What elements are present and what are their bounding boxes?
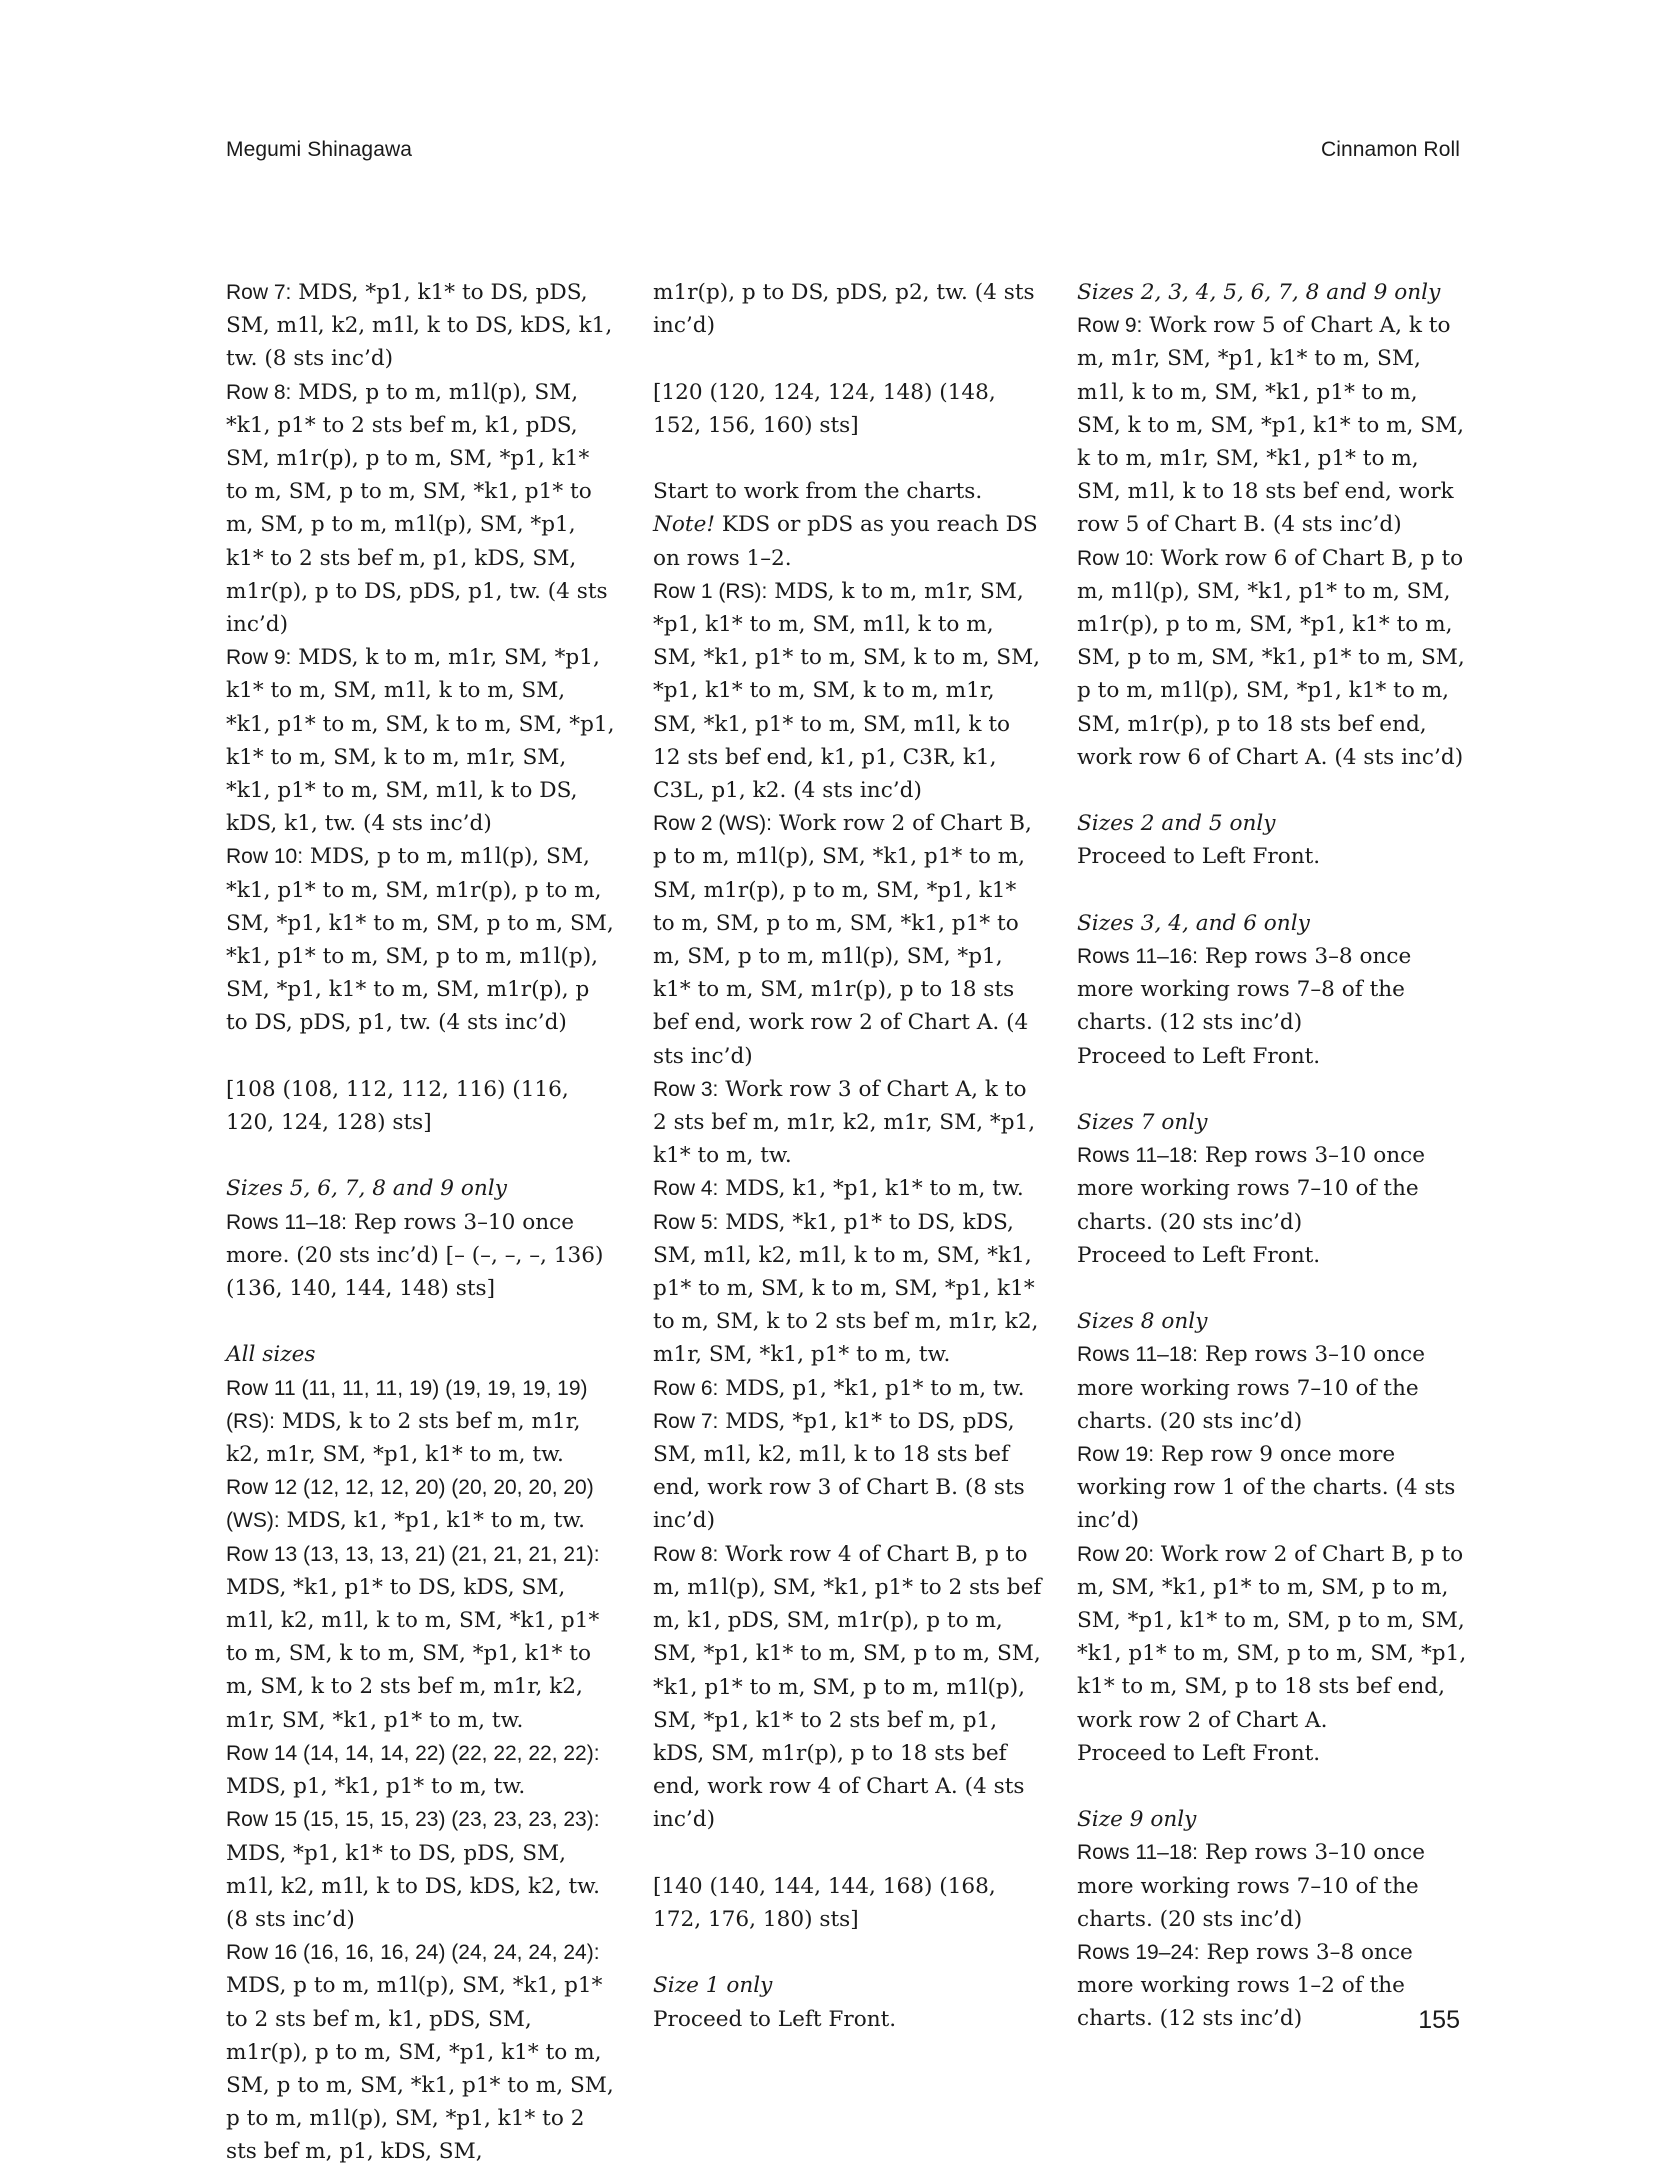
row-label: Row 10: — [226, 845, 304, 869]
row-label: Row 5: — [653, 1210, 719, 1234]
row-7-instruction — [226, 276, 616, 376]
row-10-instruction — [226, 840, 616, 1039]
row-label: Row 7: — [653, 1409, 719, 1433]
row-text: MDS, k to m, m1r, SM, *p1, k1* to m, SM, m1l, k to m, SM, *k1, p1* to m, SM, k to m, SM, *p1, k1* to m, SM, k to m, m1r, SM, *k1, p1* to m, SM, m1l, k to DS, kDS, k1, tw. (4 sts inc’d) — [226, 645, 615, 837]
running-header-author: Megumi Shinagawa — [226, 138, 413, 161]
row-label: Row 13 (13, 13, 13, 21) (21, 21, 21, 21): — [226, 1542, 600, 1566]
row-text: Rep rows 3–10 once more working rows 7–10 of the charts. (20 sts inc’d) — [1077, 1342, 1426, 1434]
row-text: Work row 4 of Chart B, p to m, m1l(p), SM, *k1, p1* to 2 sts bef m, k1, pDS, SM, m1r(p), p to m, SM, *p1, k1* to m, SM, p to m, SM, *k1, p1* to m, SM, p to m, m1l(p), SM, *p1, k1* to 2 sts bef m, p1, kDS, SM, m1r(p), p to 18 sts bef end, work row 4 of Chart A. (4 sts inc’d) — [653, 1541, 1042, 1833]
stitch-count: [120 (120, 124, 124, 148) (148, 152, 156, 160) sts] — [653, 379, 996, 438]
row-text: MDS, k to 2 sts bef m, m1r, k2, m1r, SM, *p1, k1* to m, tw. — [226, 1408, 581, 1468]
row-4-instruction — [653, 1172, 1043, 1205]
row-15-instruction — [226, 1803, 616, 1936]
rows-11-18-instruction — [1077, 1139, 1467, 1239]
rows-19-24-instruction — [1077, 1936, 1467, 2036]
proceed-note: Proceed to Left Front. — [1077, 844, 1321, 870]
row-10-instruction — [1077, 542, 1467, 774]
text-column-1 — [226, 276, 616, 2169]
row-label: Row 6: — [653, 1376, 719, 1400]
row-label: Rows 11–18: — [226, 1210, 348, 1234]
stitch-count: [140 (140, 144, 144, 168) (168, 172, 176, 180) sts] — [653, 1873, 996, 1932]
size-heading: Sizes 7 only — [1077, 1110, 1208, 1136]
row-text: Rep rows 3–10 once more working rows 7–10 of the charts. (20 sts inc’d) — [1077, 1143, 1426, 1235]
row-text: MDS, *k1, p1* to DS, kDS, SM, m1l, k2, m1l, k to m, SM, *k1, p1* to m, SM, k to m, SM, *p1, k1* to m, SM, k to 2 sts bef m, m1r, k2, m1r, SM, *k1, p1* to m, tw. — [653, 1209, 1039, 1368]
row-label: Rows 11–16: — [1077, 945, 1199, 969]
row-text: MDS, p1, *k1, p1* to m, tw. — [226, 1774, 526, 1800]
size-heading: Sizes 5, 6, 7, 8 and 9 only — [226, 1176, 507, 1202]
row-20-instruction — [1077, 1538, 1467, 1737]
proceed-note: Proceed to Left Front. — [1077, 1242, 1321, 1268]
row-text: Rep rows 3–8 once more working rows 1–2 of the charts. (12 sts inc’d) — [1077, 1940, 1413, 2032]
row-label: Row 8: — [226, 380, 292, 404]
charts-intro: Start to work from the charts. — [653, 479, 983, 505]
row-9-instruction — [1077, 309, 1467, 541]
text-column-2 — [653, 276, 1043, 2036]
row-label: Row 10: — [1077, 546, 1155, 570]
size-heading: Size 1 only — [653, 1973, 773, 1999]
row-text: MDS, *p1, k1* to DS, pDS, SM, m1l, k2, m1l, k to DS, kDS, k2, tw. (8 sts inc’d) — [226, 1840, 600, 1932]
stitch-count: [108 (108, 112, 112, 116) (116, 120, 124, 128) sts] — [226, 1076, 569, 1136]
row-label: Row 11 (11, 11, 11, 19) (19, 19, 19, 19) (RS): — [226, 1376, 588, 1433]
proceed-note: Proceed to Left Front. — [1077, 1740, 1321, 1766]
row-text: Rep rows 3–10 once more working rows 7–10 of the charts. (20 sts inc’d) — [1077, 1840, 1426, 1932]
row-text: Rep row 9 once more working row 1 of the charts. (4 sts inc’d) — [1077, 1442, 1456, 1534]
row-16-instruction — [226, 1936, 616, 2168]
rows-11-18-instruction — [1077, 1338, 1467, 1438]
row-text: Rep rows 3–8 once more working rows 7–8 of the charts. (12 sts inc’d) — [1077, 944, 1412, 1036]
row-text: Work row 3 of Chart A, k to 2 sts bef m, m1r, k2, m1r, SM, *p1, k1* to m, tw. — [653, 1076, 1036, 1169]
text-column-3 — [1077, 276, 1467, 2036]
row-label: Row 15 (15, 15, 15, 23) (23, 23, 23, 23): — [226, 1808, 600, 1832]
note-text: KDS or pDS as you reach DS on rows 1–2. — [653, 512, 1038, 571]
row-text: Work row 6 of Chart B, p to m, m1l(p), SM, *k1, p1* to m, SM, m1r(p), p to m, SM, *p1, k1* to m, SM, p to m, SM, *k1, p1* to m, SM, p to m, m1l(p), SM, *p1, k1* to m, SM, m1r(p), p to 18 sts bef end, work row 6 of Chart A. (4 sts inc’d) — [1077, 545, 1465, 770]
row-text: MDS, p to m, m1l(p), SM, *k1, p1* to m, SM, m1r(p), p to m, SM, *p1, k1* to m, SM, p to m, SM, *k1, p1* to m, SM, p to m, m1l(p), SM, *p1, k1* to m, SM, m1r(p), p to DS, pDS, p1, tw. (4 sts inc’d) — [226, 844, 614, 1036]
row-label: Row 14 (14, 14, 14, 22) (22, 22, 22, 22): — [226, 1741, 600, 1765]
row-9-instruction — [226, 641, 616, 840]
row-label: Row 7: — [226, 281, 292, 304]
row-6-instruction — [653, 1372, 1043, 1405]
row-label: Row 9: — [1077, 314, 1143, 338]
row-text: MDS, k1, *p1, k1* to m, tw. — [718, 1176, 1024, 1202]
row-text: Work row 2 of Chart B, p to m, SM, *k1, p1* to m, SM, p to m, SM, *p1, k1* to m, SM, p to m, SM, *k1, p1* to m, SM, p to m, SM, *p1, k1* to m, SM, p to 18 sts bef end, work row 2 of Chart A. — [1077, 1541, 1467, 1733]
row-19-instruction — [1077, 1438, 1467, 1538]
row-label: Rows 11–18: — [1077, 1144, 1199, 1168]
size-heading: Size 9 only — [1077, 1807, 1197, 1833]
row-8-instruction — [226, 376, 616, 642]
size-heading: Sizes 3, 4, and 6 only — [1077, 910, 1310, 936]
row-label: Row 16 (16, 16, 16, 24) (24, 24, 24, 24): — [226, 1941, 600, 1965]
proceed-note: Proceed to Left Front. — [1077, 1043, 1321, 1069]
row-text: MDS, p to m, m1l(p), SM, *k1, p1* to 2 sts bef m, k1, pDS, SM, m1r(p), p to m, SM, *p1, k1* to m, SM, p to m, SM, *k1, p1* to m, SM, p to m, m1l(p), SM, *p1, k1* to 2 sts bef m, p1, kDS, SM, — [226, 1973, 614, 2165]
row-text: MDS, *p1, k1* to DS, pDS, SM, m1l, k2, m1l, k to DS, kDS, k1, tw. (8 sts inc’d) — [226, 280, 613, 372]
row-label: Row 20: — [1077, 1542, 1155, 1566]
row-label: Row 4: — [653, 1177, 719, 1201]
row-13-instruction — [226, 1538, 616, 1737]
row-text: MDS, p to m, m1l(p), SM, *k1, p1* to 2 sts bef m, k1, pDS, SM, m1r(p), p to m, SM, *p1, k1* to m, SM, p to m, SM, *k1, p1* to m, SM, p to m, m1l(p), SM, *p1, k1* to 2 sts bef m, p1, kDS, SM, m1r(p), p to DS, pDS, p1, tw. (4 sts inc’d) — [226, 379, 608, 638]
rows-11-18-instruction — [1077, 1836, 1467, 1936]
row-text: Work row 2 of Chart B, p to m, m1l(p), SM, *k1, p1* to m, SM, m1r(p), p to m, SM, *p1, k1* to m, SM, p to m, SM, *k1, p1* to m, SM, p to m, m1l(p), SM, *p1, k1* to m, SM, m1r(p), p to 18 sts bef end, work row 2 of Chart A. (4 sts inc’d) — [653, 811, 1032, 1069]
row-label: Row 9: — [226, 646, 292, 670]
row-label: Row 1 (RS): — [653, 579, 768, 603]
rows-11-16-instruction — [1077, 940, 1467, 1040]
row-1-instruction — [653, 575, 1043, 807]
row-label: Row 19: — [1077, 1443, 1155, 1467]
row-label: Row 2 (WS): — [653, 812, 773, 836]
row-12-instruction — [226, 1471, 616, 1537]
row-text: MDS, *p1, k1* to DS, pDS, SM, m1l, k2, m1l, k to 18 sts bef end, work row 3 of Chart B. (8 sts inc’d) — [653, 1408, 1025, 1534]
row-text: MDS, p1, *k1, p1* to m, tw. — [718, 1375, 1025, 1401]
row-label: Rows 11–18: — [1077, 1343, 1199, 1367]
row-3-instruction — [653, 1073, 1043, 1173]
row-text: MDS, k to m, m1r, SM, *p1, k1* to m, SM, m1l, k to m, SM, *k1, p1* to m, SM, k to m, SM, *p1, k1* to m, SM, k to m, m1r, SM, *k1, p1* to m, SM, m1l, k to 12 sts bef end, k1, p1, C3R, k1, C3L, p1, k2. (4 sts inc’d) — [653, 578, 1041, 804]
row-14-instruction — [226, 1737, 616, 1803]
rows-11-18-instruction — [226, 1206, 616, 1306]
row-label: Rows 19–24: — [1077, 1941, 1200, 1965]
note-label: Note! — [653, 512, 716, 538]
row-text: MDS, *k1, p1* to DS, kDS, SM, m1l, k2, m1l, k to m, SM, *k1, p1* to m, SM, k to m, SM, *p1, k1* to m, SM, k to 2 sts bef m, m1r, k2, m1r, SM, *k1, p1* to m, tw. — [226, 1574, 600, 1733]
row-text: Work row 5 of Chart A, k to m, m1r, SM, *p1, k1* to m, SM, m1l, k to m, SM, *k1, p1* to m, SM, k to m, SM, *p1, k1* to m, SM, k to m, m1r, SM, *k1, p1* to m, SM, m1l, k to 18 sts bef end, work row 5 of Chart B. (4 sts inc’d) — [1077, 313, 1465, 538]
chart-note — [653, 508, 1043, 574]
page-number: 155 — [1418, 2006, 1460, 2034]
size-heading: All sizes — [226, 1342, 316, 1368]
proceed-note: Proceed to Left Front. — [653, 2006, 897, 2032]
row-label: Row 8: — [653, 1542, 719, 1566]
row-text: MDS, k1, *p1, k1* to m, tw. — [279, 1508, 586, 1534]
running-header-title: Cinnamon Roll — [1320, 138, 1460, 161]
row-label: Row 12 (12, 12, 12, 20) (20, 20, 20, 20) (WS): — [226, 1476, 594, 1533]
row-5-instruction — [653, 1206, 1043, 1372]
row-11-instruction — [226, 1372, 616, 1472]
size-heading: Sizes 2, 3, 4, 5, 6, 7, 8 and 9 only — [1077, 280, 1441, 305]
size-heading: Sizes 2 and 5 only — [1077, 811, 1276, 837]
row-7-instruction — [653, 1405, 1043, 1538]
size-heading: Sizes 8 only — [1077, 1309, 1208, 1335]
row-8-instruction — [653, 1538, 1043, 1837]
row-label: Rows 11–18: — [1077, 1841, 1199, 1865]
row-text: Rep rows 3–10 once more. (20 sts inc’d) [– (–, –, –, 136) (136, 140, 144, 148) sts] — [226, 1209, 604, 1302]
row-16-continued: m1r(p), p to DS, pDS, p2, tw. (4 sts inc’d) — [653, 280, 1035, 339]
row-2-instruction — [653, 807, 1043, 1073]
row-label: Row 3: — [653, 1077, 719, 1101]
